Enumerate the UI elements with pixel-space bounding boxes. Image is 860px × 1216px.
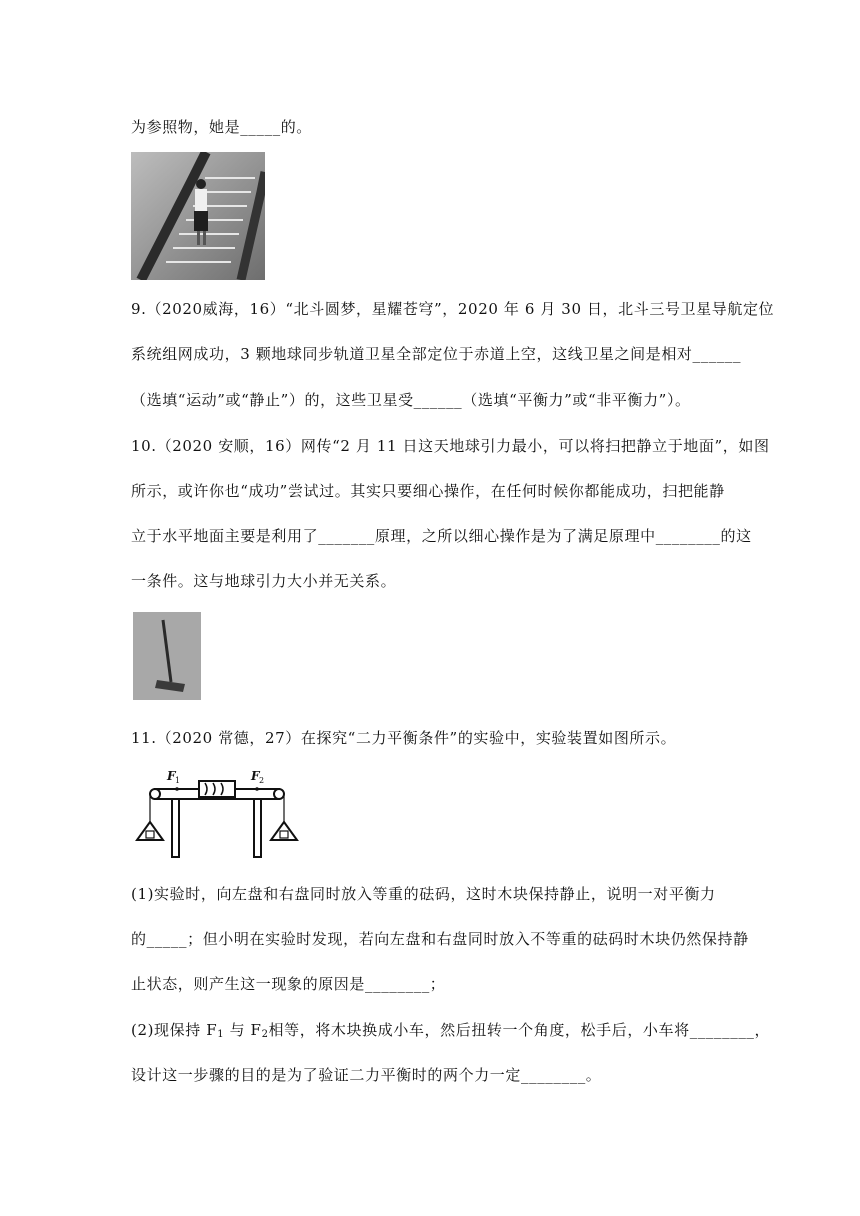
escalator-photo [131,152,265,280]
q9-line-1: 9.（2020威海，16）“北斗圆梦，星耀苍穹”，2020 年 6 月 30 日，北斗三号卫星导航定位 [131,300,775,318]
broom-photo [133,612,201,700]
q11-p2-line-1 [131,1019,770,1040]
q9-line-2: 系统组网成功，3 颗地球同步轨道卫星全部定位于赤道上空，这线卫星之间是相对______ [131,345,742,363]
f1-label: F [167,770,176,783]
q9-line-3: （选填“运动”或“静止”）的，这些卫星受______（选填“平衡力”或“非平衡力”）。 [131,391,691,409]
q11-p2-part-c: 相等，将木块换成小车，然后扭转一个角度，松手后，小车将________， [268,1021,771,1039]
f2-subscript: 2 [259,776,265,785]
q10-line-3: 立于水平地面主要是利用了_______原理，之所以细心操作是为了满足原理中________的这 [131,527,752,545]
q11-p1-line-3: 止状态，则产生这一现象的原因是________； [131,975,446,993]
f1-subscript-text: 1 [217,1029,225,1040]
q10-line-1: 10.（2020 安顺，16）网传“2 月 11 日这天地球引力最小，可以将扫把静立于地面”，如图 [131,437,770,455]
f2-label: F [251,770,260,783]
q11-line-1: 11.（2020 常德，27）在探究“二力平衡条件”的实验中，实验装置如图所示。 [131,729,677,747]
f2-subscript-text: 2 [261,1029,269,1040]
q11-p1-line-2: 的_____；但小明在实验时发现，若向左盘和右盘同时放入不等重的砝码时木块仍然保持静 [131,930,749,948]
q10-line-2: 所示，或许你也“成功”尝试过。其实只要细心操作，在任何时候你都能成功，扫把能静 [131,482,725,500]
f1-subscript: 1 [175,776,181,785]
apparatus-diagram [133,770,303,860]
q11-p2-line-2: 设计这一步骤的目的是为了验证二力平衡时的两个力一定________。 [131,1066,602,1084]
q10-line-4: 一条件。这与地球引力大小并无关系。 [131,572,397,590]
q11-p2-part-b: 与 F [229,1021,262,1039]
text-line: 为参照物，她是_____的。 [131,118,312,136]
q11-p1-line-1: (1)实验时，向左盘和右盘同时放入等重的砝码，这时木块保持静止，说明一对平衡力 [131,885,716,903]
q11-p2-part-a: (2)现保持 F [131,1021,218,1039]
